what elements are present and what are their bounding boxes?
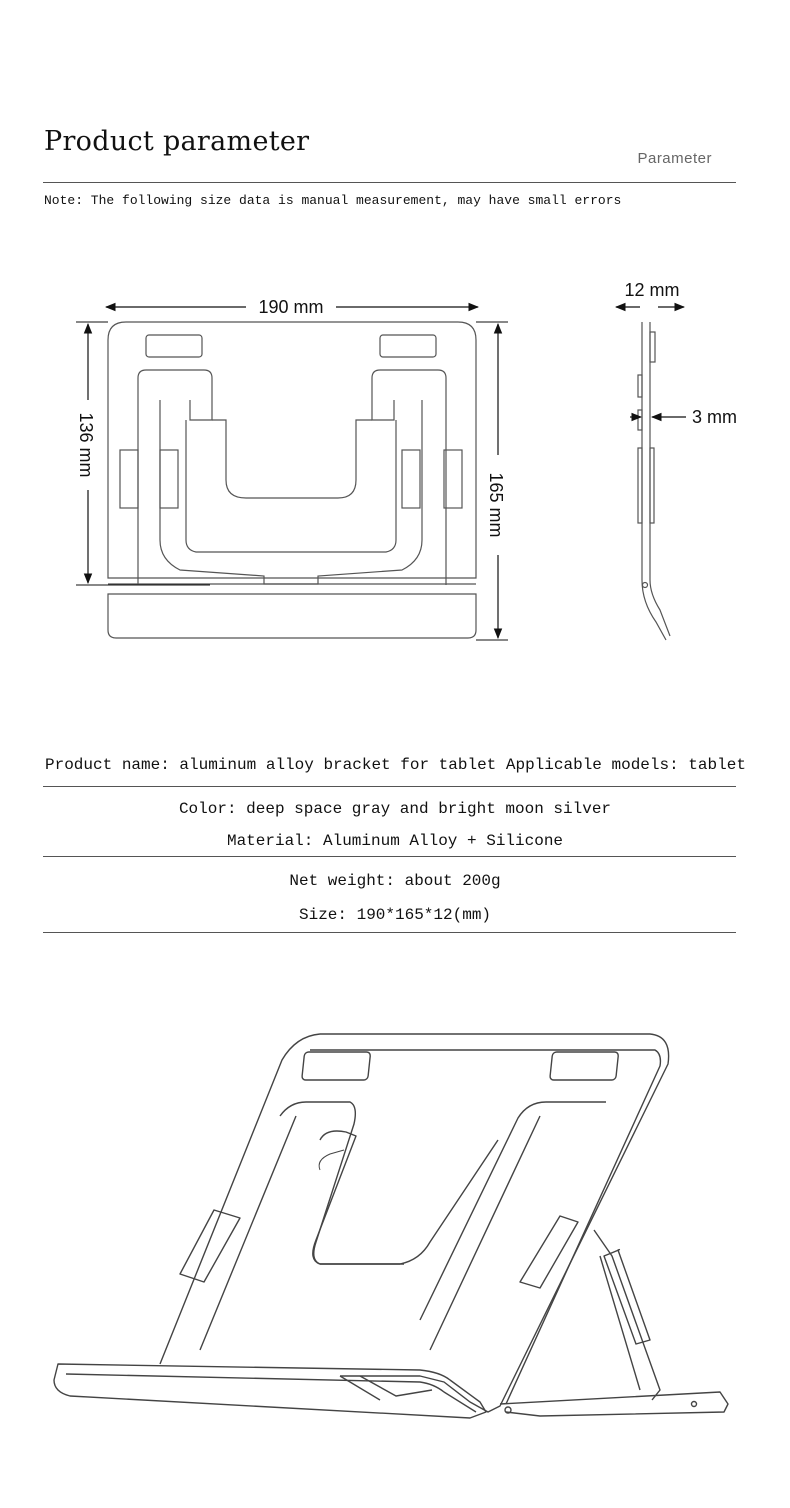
grip-slot-right — [380, 335, 436, 357]
spec-weight: Net weight: about 200g — [289, 872, 501, 890]
stand-isometric-drawing — [0, 1020, 790, 1440]
inner-height-dimension-label: 136 mm — [76, 412, 96, 478]
page-title: Product parameter — [44, 126, 310, 157]
thickness-dimension-label: 12 mm — [624, 280, 680, 300]
spec-color: Color: deep space gray and bright moon silver — [178, 800, 612, 818]
plate-dimension-label: 3 mm — [692, 407, 737, 427]
header-divider — [43, 182, 736, 183]
stand-base-tray — [54, 1364, 486, 1418]
section-subtitle: Parameter — [637, 150, 712, 167]
spec-divider-3 — [43, 932, 736, 933]
spec-size: Size: 190*165*12(mm) — [298, 906, 492, 924]
spec-divider-2 — [43, 856, 736, 857]
stand-back-plate — [320, 1034, 669, 1412]
grip-slot-left — [146, 335, 202, 357]
height-dimension-label: 165 mm — [486, 472, 506, 538]
spec-product-line: Product name: aluminum alloy bracket for tablet Applicable models: tablet — [45, 756, 746, 774]
measurement-note: Note: The following size data is manual measurement, may have small errors — [44, 193, 622, 208]
spec-material: Material: Aluminum Alloy + Silicone — [226, 832, 564, 850]
stand-base — [108, 594, 476, 638]
stand-side-outline — [642, 322, 670, 640]
spec-divider-1 — [43, 786, 736, 787]
dimension-drawing — [0, 260, 790, 660]
width-dimension-label: 190 mm — [258, 297, 324, 317]
